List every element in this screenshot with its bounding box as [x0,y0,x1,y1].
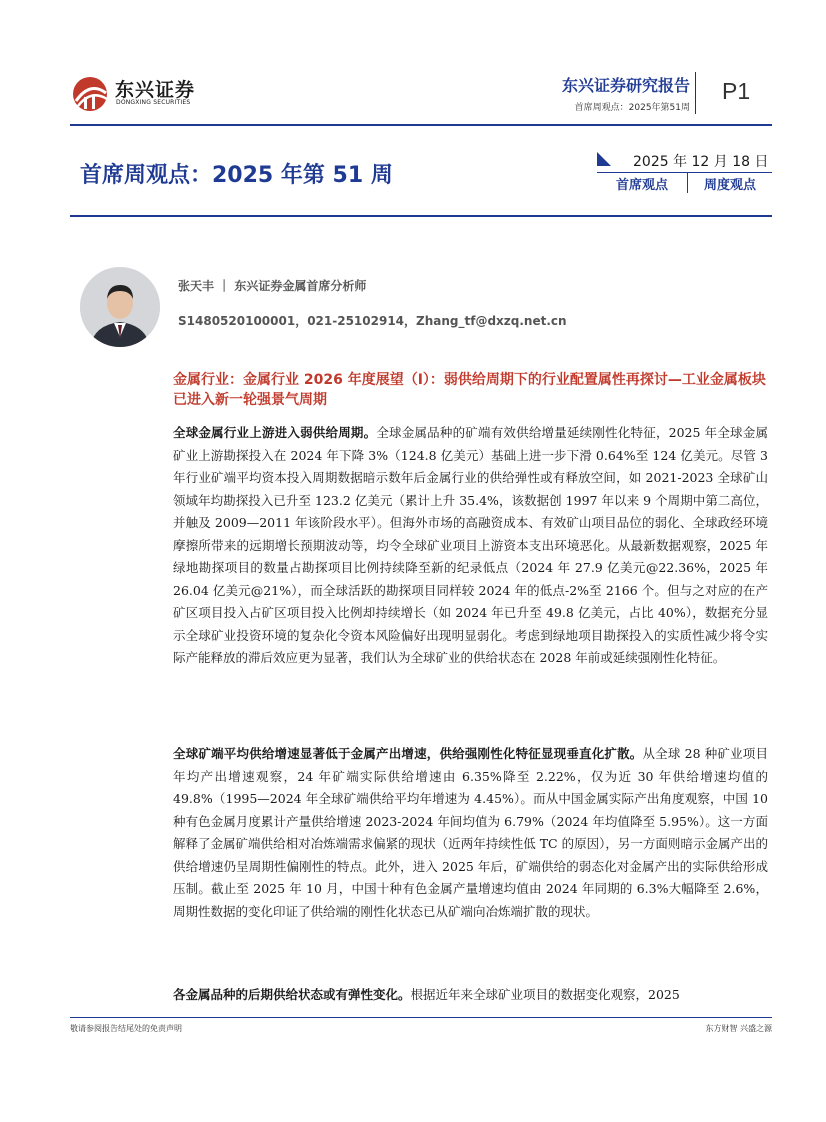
author-name: 张天丰 ｜ 东兴证券金属首席分析师 [178,279,367,293]
tag-weekly-view: 周度观点 [703,177,756,193]
header-separator [695,72,696,114]
paragraph-2-lead: 全球矿端平均供给增速显著低于金属产出增速，供给强刚性化特征显现垂直化扩散。 [173,746,643,761]
report-series-title: 东兴证券研究报告 [561,76,690,95]
report-date: 2025 年 12 月 18 日 [633,154,769,170]
author-contact: S1480520100001，021-25102914，Zhang_tf@dxzq.net.cn [178,314,567,328]
article-headline: 金属行业：金属行业 2026 年度展望（Ⅰ）：弱供给周期下的行业配置属性再探讨—工业金属板块已进入新一轮强景气周期 [173,372,766,408]
footer-slogan: 东方财智 兴盛之源 [705,1024,772,1033]
footer-rule [70,1017,772,1018]
paragraph-3-text: 根据近年来全球矿业项目的数据变化观察，2025 [410,987,680,1002]
page-title: 首席周观点：2025 年第 51 周 [80,163,393,188]
paragraph-3-lead: 各金属品种的后期供给状态或有弹性变化。 [173,987,411,1002]
logo-text-cn: 东兴证券 [115,79,196,101]
date-marker-icon [597,152,611,166]
page-number: P1 [722,78,751,104]
dongxing-logo-icon [70,73,112,113]
paragraph-2 [173,743,768,923]
paragraph-3 [173,984,768,1007]
paragraph-1-lead: 全球金属行业上游进入弱供给周期。 [173,425,377,440]
report-subtitle: 首席周观点：2025年第51周 [574,103,690,113]
paragraph-2-text: 从全球 28 种矿业项目年均产出增速观察，24 年矿端实际供给增速由 6.35%降至 2.22%，仅为近 30 年供给增速均值的 49.8%（1995—2024 年全球矿端供给平均年增速为 4.45%）。而从中国金属实际产出角度观察，中国 10 种有色金属月度累计产量供给增速 2023-2024 年间均值为 6.79%（2024 年均值降至 5.95%）。这一方面解释了金属矿端供给相对冶炼端需求偏紧的现状（近两年持续性低 TC 的原因），另一方面则暗示金属产出的供给增速仍呈周期性偏刚性的特点。此外，进入 2025 年后，矿端供给的弱态化对金属产出的实际供给形成压制。截止至 2025 年 10 月，中国十种有色金属产量增速均值由 2024 年同期的 6.3%大幅降至 2.6%，周期性数据的变化印证了供给端的刚性化状态已从矿端向冶炼端扩散的现状。 [173,746,768,919]
paragraph-1 [173,422,768,670]
logo-text-en: DONGXING SECURITIES [116,99,191,106]
paragraph-1-text: 全球金属品种的矿端有效供给增量延续刚性化特征，2025 年全球金属矿业上游勘探投入在 2024 年下降 3%（124.8 亿美元）基础上进一步下滑 0.64%至 124 亿美元。尽管 3 年行业矿端平均资本投入周期数据暗示数年后金属行业的供给弹性或有释放空间，如 2021-2023 全球矿山领域年均勘探投入已升至 123.2 亿美元（累计上升 35.4%，该数据创 1997 年以来 9 个周期中第二高位，并触及 2009—2011 年该阶段水平）。但海外市场的高融资成本、有效矿山项目品位的弱化、全球政经环境摩擦所带来的远期增长预期波动等，均令全球矿业项目上游资本支出环境恶化。从最新数据观察，2025 年绿地勘探项目的数量占勘探项目比例持续降至新的纪录低点（2024 年 27.9 亿美元@22.36%，2025 年 26.04 亿美元@21%），而全球活跃的勘探项目同样较 2024 年的低点-2%至 2166 个。但与之对应的在产矿区项目投入占矿区项目投入比例却持续增长（如 2024 年已升至 49.8 亿美元，占比 40%），数据充分显示全球矿业投资环境的复杂化令资本风险偏好出现明显弱化。考虑到绿地项目勘探投入的实质性减少将令实际产能释放的滞后效应更为显著，我们认为全球矿业的供给状态在 2028 年前或延续强刚性化特征。 [173,425,768,665]
header-rule [70,124,772,126]
footer-disclaimer: 敬请参阅报告结尾处的免责声明 [70,1024,182,1033]
tag-chief-view: 首席观点 [597,173,688,193]
author-avatar [80,267,160,347]
company-logo [70,73,210,115]
report-tags [597,173,772,193]
author-portrait-icon [80,267,160,347]
title-rule [70,215,772,217]
